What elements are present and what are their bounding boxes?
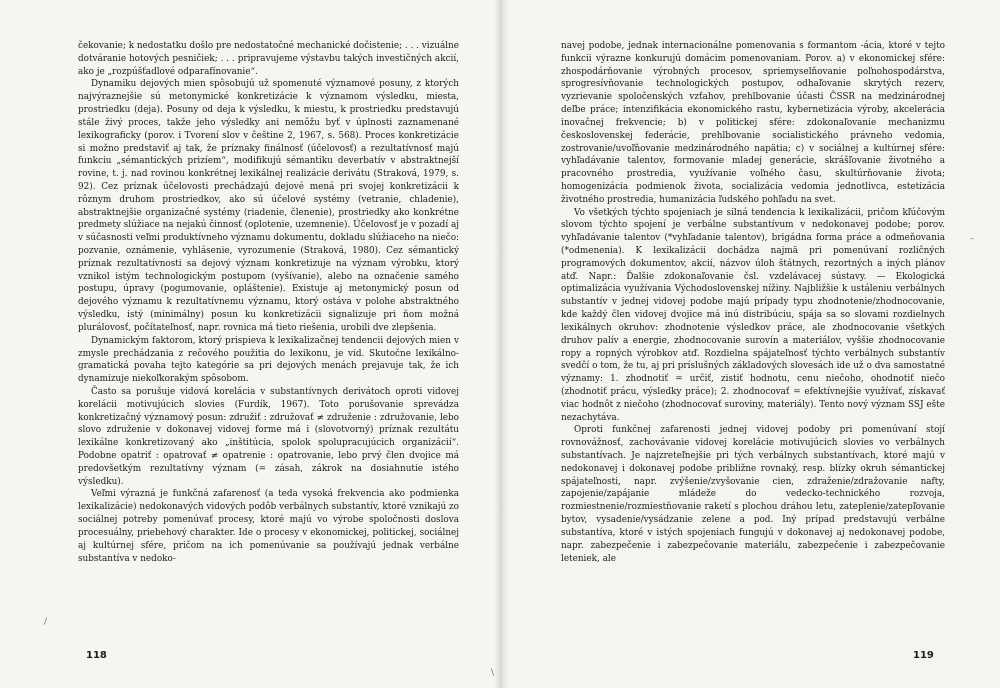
page-number: 119: [913, 650, 934, 661]
pencil-mark: /: [44, 617, 48, 627]
paragraph: Vo všetkých týchto spojeniach je silná tendencia k lexikalizácii, pričom kľúčovým slovom týchto spojení je verbálne substantívum v nedokonavej podobe; porov. vyhľadávanie talentov (*vyhľadanie talentov), brigádna forma práce a odmeňovania (*odmenenia). K lexikalizácii dochádza najmä pri pomenúvaní rozličných programových dokumentov, akcií, názvov úloh štátnych, rezortných a iných plánov atď. Napr.: Ďalšie zdokonaľovanie čsl. vzdelávacej sústavy. — Ekologická optimalizácia využívania Východoslovenskej nížiny. Najbližšie k ustáleniu verbálnych substantív v jednej vidovej podobe majú prípady typu zhodnotenie/zhodnocovanie, kde každý člen vidovej dvojice má inú distribúciu, spája sa so slovami rozdielnych lexikálnych okruhov: zhodnotenie výsledkov práce, ale zhodnocovanie všetkých druhov palív a energie, zhodnocovanie surovín a materiálov, vyššie zhodnocovanie ropy a ropných výrobkov atď. Rozdielna spájateľnosť týchto verbálnych substantív svedčí o tom, že tu, aj pri príslušných základových slovesách ide už o dva samostatné významy: 1. zhodnotiť = určiť, zistiť hodnotu, cenu niečoho, ohodnotiť niečo (zhodnotiť prácu, výsledky práce); 2. zhodnocovať = efektívnejšie využívať, získavať viac hodnôt z niečoho (zhodnocovať suroviny, materiály). Tento nový význam SSJ ešte nezachytáva.: [561, 207, 945, 423]
paragraph: Často sa porušuje vidová korelácia v substantívnych derivátoch oproti vidovej korelácii motivujúcich slovies (Furdík, 1967). Toto porušovanie sprevádza konkretizačný významový posun: združiť : združovať ≠ združenie : združovanie, lebo slovo združenie v dokonavej vidovej forme má i (slovotvorný) príznak rezultátu lexikálne konkretizovaný ako „inštitúcia, spolok spolupracujúcich organizácií“. Podobne opatriť : opatrovať ≠ opatrenie : opatrovanie, lebo prvý člen dvojice má predovšetkým rezultatívny význam (= zásah, zákrok na dosiahnutie istého výsledku).: [78, 386, 459, 487]
left-page-text: [78, 40, 459, 565]
paragraph: čekovanie; k nedostatku došlo pre nedostatočné mechanické dočistenie; . . . vizuálne dotváranie hotových pesničiek; . . . pripravujeme výstavbu takých investičných akcií, ako je „rozpúšťadlové odparafínovanie“.: [78, 41, 459, 77]
book-gutter: [494, 0, 508, 688]
right-page-text: [561, 40, 945, 565]
paragraph: Dynamickým faktorom, ktorý prispieva k lexikalizačnej tendencii dejových mien v zmysle prechádzania z rečového použitia do lexikonu, je vid. Skutočne lexikálno-gramatická povaha tejto kategórie sa pri dejových menách prejavuje tak, že ich dynamizuje niekoľkorakým spôsobom.: [78, 335, 459, 385]
right-page: [500, 0, 1000, 688]
paragraph: Veľmi výrazná je funkčná zafarenosť (a teda vysoká frekvencia ako podmienka lexikalizácie) nedokonavých vidových podôb verbálnych substantív, ktoré vznikajú zo sociálnej potreby pomenúvať procesy, ktoré majú vo výrobe spoločnosti doslova procesuálny, priebehový charakter. Ide o procesy v ekonomickej, politickej, sociálnej aj kultúrnej sfére, pričom na ich pomenúvanie sa používajú jednak verbálne substantíva v nedoko-: [78, 489, 459, 564]
page-number: 118: [86, 650, 107, 661]
pencil-mark: \: [491, 668, 495, 678]
pencil-mark: –: [970, 234, 975, 244]
paragraph: Oproti funkčnej zafarenosti jednej vidovej podoby pri pomenúvaní stojí rovnovážnosť, zachovávanie vidovej korelácie motivujúcich slovies vo verbálnych substantívach. Je najzreteľnejšie pri tých verbálnych substantívach, ktoré majú v nedokonavej i dokonavej podobe približne rovnaký, resp. blízky okruh sémantickej spájateľnosti, napr. zvýšenie/zvyšovanie cien, zdraženie/zdražovanie nafty, zapojenie/zapájanie mládeže do vedecko-technického rozvoja, rozmiestnenie/rozmiestňovanie raketí s plochou dráhou letu, zateplenie/zatepľovanie bytov, vysadenie/vysádzanie zelene a pod. Iný prípad predstavujú verbálne substantíva, ktoré v istých spojeniach fungujú v dokonavej aj nedokonavej podobe, napr. zabezpečenie i zabezpečovanie materiálu, zabezpečenie i zabezpečovanie leteniek, ale: [561, 425, 945, 564]
paragraph: navej podobe, jednak internacionálne pomenovania s formantom -ácia, ktoré v tejto funkcii výrazne konkurujú domácim pomenovaniam. Porov. a) v ekonomickej sfére: zhospodárňovanie výrobných procesov, spriemyselňovanie poľnohospodárstva, sprogresívňovanie technologických postupov, odhaľovanie skrytých rezerv, vyzrievanie spoločenských vzťahov, prehlbovanie účasti ČSSR na medzinárodnej deľbe práce; intenzifikácia ekonomického rastu, kybernetizácia výroby, akcelerácia inovačnej frekvencie; b) v politickej sfére: zdokonaľovanie mechanizmu československej federácie, prehlbovanie socialistického právneho vedomia, zostrovanie/uvoľňovanie medzinárodného napätia; c) v sociálnej a kultúrnej sfére: vyhľadávanie talentov, formovanie mladej generácie, skrášľovanie životného a pracovného prostredia, využívanie voľného času, skultúrňovanie života; homogenizácia podmienok života, socializácia vedomia jednotlivca, estetizácia životného prostredia, humanizácia ľudského pohľadu na svet.: [561, 41, 945, 205]
paragraph: Dynamiku dejových mien spôsobujú už spomenuté významové posuny, z ktorých najvýraznejšie sú metonymické konkretizácie k významom výsledku, miesta, prostriedku (deja). Posuny od deja k výsledku, k miestu, k prostriedku predstavujú stále živý proces, takže jeho výsledky ani nemôžu byť v úplnosti zaznamenané lexikograficky (porov. i Tvorení slov v češtine 2, 1967, s. 568). Proces konkretizácie si možno predstaviť aj tak, že príznaky finálnosť (účelovosť) a rezultatívnosť majú funkciu „sémantických prizíem“, modifikujú sémantiku deverbatív v abstraktnejší rovine, t. j. nad rovinou konkrétnej lexikálnej realizácie derivátu (Straková, 1979, s. 92). Cez príznak účelovosti prechádzajú dejové mená pri svojej konkretizácii k rôznym druhom prostriedkov, ako sú účelové systémy (vetranie, chladenie), abstraktnejšie organizačné systémy (riadenie, členenie), prostriedky ako konkrétne predmety slúžiace na nejakú činnosť (oplotenie, uzemnenie). Účelovosť je v pozadí aj v súčasnosti veľmi produktívneho významu dokumentu, dokladu slúžiaceho na niečo: pozvanie, oznámenie, vyhlásenie, vyrozumenie (Straková, 1980). Cez sémantický príznak rezultatívnosti sa dejový význam konkretizuje na význam výrobku, ktorý vznikol istým technologickým postupom (vyšívanie), alebo na označenie samého postupu, úpravy (pogumovanie, opláštenie). Existuje aj metonymický posun od dejového významu k rezultatívnemu významu, ktorý ostáva v polohe abstraktného výsledku, istý (minimálny) posun ku konkretizácii signalizuje pri ňom možná plurálovosť, počítateľnosť, napr. rovnica má tieto riešenia, urobili dve zlepšenia.: [78, 79, 459, 333]
